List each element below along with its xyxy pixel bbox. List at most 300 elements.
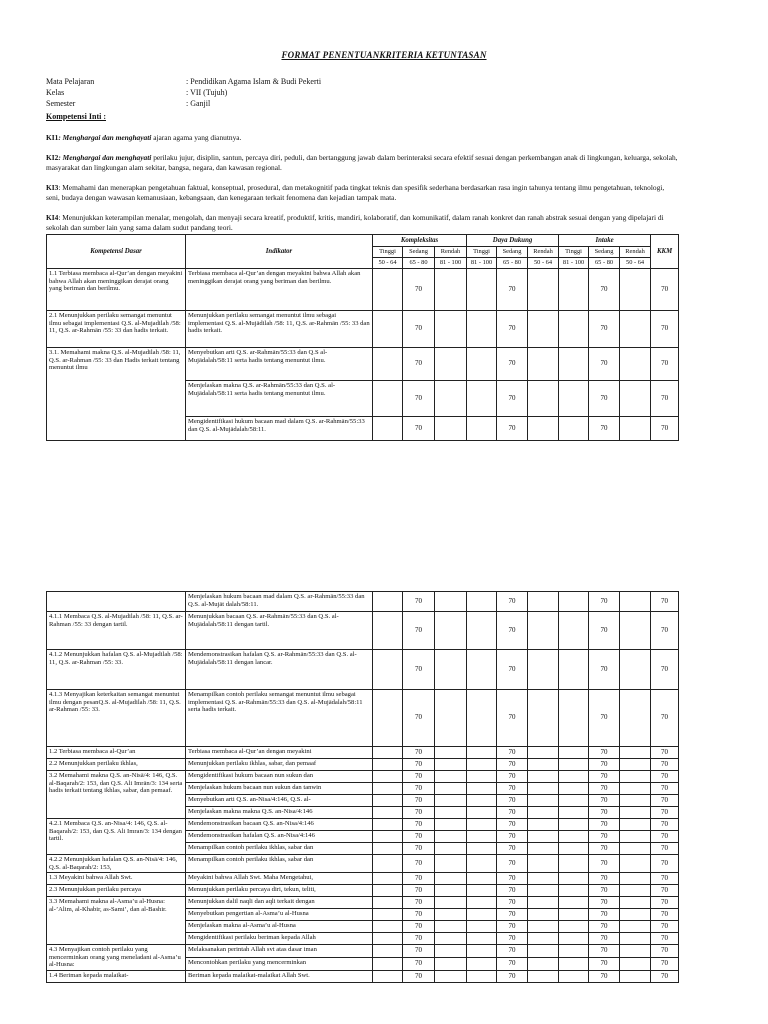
empty-score-cell	[467, 650, 497, 690]
empty-score-cell	[435, 933, 467, 945]
empty-score-cell	[467, 807, 497, 819]
empty-score-cell	[620, 417, 651, 441]
empty-score-cell	[620, 269, 651, 311]
komp-value-cell: 70	[403, 612, 435, 650]
kkm-value-cell: 70	[651, 771, 679, 783]
table-row	[47, 650, 679, 690]
empty-score-cell	[528, 759, 559, 771]
kompetensi-dasar-cell: 4.1.1 Membaca Q.S. al-Mujadilah /58: 11, Q.S. ar-Rahman /55: 33 dengan tartil.	[47, 612, 186, 650]
empty-score-cell	[467, 783, 497, 795]
empty-score-cell	[435, 873, 467, 885]
sub-header: Rendah	[435, 247, 467, 258]
kkm-value-cell: 70	[651, 897, 679, 909]
range-header: 65 - 80	[403, 258, 435, 269]
indikator-cell: Menjelaskan hukum bacaan nun sukun dan tanwin	[186, 783, 373, 795]
empty-score-cell	[528, 747, 559, 759]
empty-score-cell	[435, 970, 467, 982]
kkm-value-cell: 70	[651, 970, 679, 982]
kkm-value-cell: 70	[651, 650, 679, 690]
empty-score-cell	[528, 970, 559, 982]
empty-score-cell	[435, 348, 467, 381]
meta-value: : VII (Tujuh)	[186, 88, 228, 97]
kkm-table	[46, 234, 679, 441]
meta-label: Mata Pelajaran	[46, 77, 95, 86]
empty-score-cell	[528, 855, 559, 873]
range-header: 81 - 100	[435, 258, 467, 269]
empty-score-cell	[467, 873, 497, 885]
komp-value-cell: 70	[403, 795, 435, 807]
komp-value-cell: 70	[403, 783, 435, 795]
table-row	[47, 269, 679, 311]
indikator-cell: Mengidentifikasi hukum bacaan mad dalam Q.S. ar-Rahmān/55:33 dan Q.S. al-Mujādalah/58:11.	[186, 417, 373, 441]
empty-score-cell	[435, 945, 467, 958]
empty-score-cell	[435, 819, 467, 831]
empty-score-cell	[620, 873, 651, 885]
kkm-value-cell: 70	[651, 807, 679, 819]
indikator-cell: Menampilkan contoh perilaku semangat menuntut ilmu sebagai implementasi Q.S. ar-Rahmān/55:33 dan Q.S. al-Mujādalah/58:11 serta hadis terkait.	[186, 690, 373, 747]
sub-header: Tinggi	[467, 247, 497, 258]
kkm-value-cell: 70	[651, 885, 679, 897]
empty-score-cell	[559, 843, 589, 855]
intake-value-cell: 70	[589, 650, 620, 690]
kkm-value-cell: 70	[651, 348, 679, 381]
empty-score-cell	[528, 909, 559, 921]
indikator-cell: Mendemonstrasikan hafalan Q.S. ar-Rahmān/55:33 dan Q.S. al-Mujādalah/58:11 dengan lancar.	[186, 650, 373, 690]
table-row	[47, 747, 679, 759]
intake-value-cell: 70	[589, 348, 620, 381]
kompetensi-dasar-cell: 4.2.1 Membaca Q.S. an-Nisa/4: 146, Q.S. al-Baqarah/2: 153, dan Q.S. Ali Imran/3: 134 dengan tartil.	[47, 819, 186, 855]
kkm-value-cell: 70	[651, 747, 679, 759]
table-row	[47, 690, 679, 747]
komp-value-cell: 70	[403, 958, 435, 971]
empty-score-cell	[467, 933, 497, 945]
daya-value-cell: 70	[497, 933, 528, 945]
empty-score-cell	[435, 690, 467, 747]
empty-score-cell	[620, 795, 651, 807]
kompetensi-dasar-cell: 3.3 Memahami makna al-Asma’u al-Husna: al-’Alim, al-Khabir, as-Sami’, dan al-Bashir.	[47, 897, 186, 945]
empty-score-cell	[559, 381, 589, 417]
empty-score-cell	[559, 612, 589, 650]
empty-score-cell	[559, 958, 589, 971]
indikator-cell: Mencontohkan perilaku yang mencerminkan	[186, 958, 373, 971]
table-row	[47, 855, 679, 873]
empty-score-cell	[528, 690, 559, 747]
daya-value-cell: 70	[497, 771, 528, 783]
empty-score-cell	[373, 783, 403, 795]
daya-value-cell: 70	[497, 855, 528, 873]
empty-score-cell	[467, 855, 497, 873]
empty-score-cell	[528, 592, 559, 612]
sub-header: Sedang	[403, 247, 435, 258]
komp-value-cell: 70	[403, 311, 435, 348]
table-row	[47, 759, 679, 771]
intake-value-cell: 70	[589, 909, 620, 921]
empty-score-cell	[373, 945, 403, 958]
empty-score-cell	[467, 269, 497, 311]
intake-value-cell: 70	[589, 690, 620, 747]
empty-score-cell	[528, 945, 559, 958]
empty-score-cell	[559, 759, 589, 771]
indikator-cell: Menunjukkan perilaku percaya diri, tekun, teliti,	[186, 885, 373, 897]
kkm-value-cell: 70	[651, 795, 679, 807]
table-row	[47, 348, 679, 381]
daya-value-cell: 70	[497, 843, 528, 855]
empty-score-cell	[435, 771, 467, 783]
daya-value-cell: 70	[497, 819, 528, 831]
empty-score-cell	[559, 970, 589, 982]
empty-score-cell	[528, 819, 559, 831]
empty-score-cell	[373, 819, 403, 831]
empty-score-cell	[559, 348, 589, 381]
komp-value-cell: 70	[403, 807, 435, 819]
empty-score-cell	[467, 690, 497, 747]
empty-score-cell	[620, 921, 651, 933]
header-intake: Intake	[559, 235, 651, 247]
sub-header: Sedang	[497, 247, 528, 258]
kompetensi-dasar-cell: 1.4 Beriman kepada malaikat-	[47, 970, 186, 982]
empty-score-cell	[620, 897, 651, 909]
table-row	[47, 885, 679, 897]
empty-score-cell	[528, 831, 559, 843]
empty-score-cell	[559, 592, 589, 612]
empty-score-cell	[528, 807, 559, 819]
meta-value: : Pendidikan Agama Islam & Budi Pekerti	[186, 77, 322, 86]
empty-score-cell	[528, 348, 559, 381]
intake-value-cell: 70	[589, 381, 620, 417]
empty-score-cell	[620, 819, 651, 831]
empty-score-cell	[467, 945, 497, 958]
empty-score-cell	[559, 783, 589, 795]
empty-score-cell	[559, 897, 589, 909]
empty-score-cell	[528, 417, 559, 441]
empty-score-cell	[435, 855, 467, 873]
sub-header: Tinggi	[373, 247, 403, 258]
kkm-value-cell: 70	[651, 783, 679, 795]
kkm-value-cell: 70	[651, 843, 679, 855]
empty-score-cell	[528, 921, 559, 933]
kkm-value-cell: 70	[651, 909, 679, 921]
empty-score-cell	[373, 843, 403, 855]
empty-score-cell	[528, 885, 559, 897]
empty-score-cell	[620, 958, 651, 971]
komp-value-cell: 70	[403, 771, 435, 783]
intake-value-cell: 70	[589, 970, 620, 982]
ki-heading: Kompetensi Inti :	[46, 112, 106, 121]
empty-score-cell	[559, 855, 589, 873]
header-kompleksitas: Kompleksitas	[373, 235, 467, 247]
indikator-cell: Beriman kepada malaikat-malaikat Allah Swt.	[186, 970, 373, 982]
kkm-value-cell: 70	[651, 945, 679, 958]
indikator-cell: Terbiasa membaca al-Qur’an dengan meyakini bahwa Allah akan meninggikan derajat orang yang beriman dan berilmu.	[186, 269, 373, 311]
daya-value-cell: 70	[497, 650, 528, 690]
intake-value-cell: 70	[589, 958, 620, 971]
empty-score-cell	[373, 311, 403, 348]
empty-score-cell	[620, 690, 651, 747]
indikator-cell: Mengidentifikasi hukum bacaan nun sukun dan	[186, 771, 373, 783]
meta-label: Kelas	[46, 88, 65, 97]
header-indikator: Indikator	[186, 235, 373, 269]
empty-score-cell	[620, 311, 651, 348]
empty-score-cell	[559, 873, 589, 885]
komp-value-cell: 70	[403, 417, 435, 441]
empty-score-cell	[373, 958, 403, 971]
empty-score-cell	[467, 897, 497, 909]
komp-value-cell: 70	[403, 650, 435, 690]
komp-value-cell: 70	[403, 921, 435, 933]
kompetensi-dasar-cell: 2.3 Menunjukkan perilaku percaya	[47, 885, 186, 897]
empty-score-cell	[467, 831, 497, 843]
range-header: 65 - 80	[589, 258, 620, 269]
empty-score-cell	[559, 831, 589, 843]
daya-value-cell: 70	[497, 747, 528, 759]
kkm-value-cell: 70	[651, 855, 679, 873]
intake-value-cell: 70	[589, 831, 620, 843]
meta-value: : Ganjil	[186, 99, 211, 108]
kompetensi-dasar-cell: 1.2 Terbiasa membaca al-Qur’an	[47, 747, 186, 759]
intake-value-cell: 70	[589, 759, 620, 771]
sub-header: Tinggi	[559, 247, 589, 258]
komp-value-cell: 70	[403, 970, 435, 982]
indikator-cell: Mendemonstrasikan hafalan Q.S. an-Nisa/4:146	[186, 831, 373, 843]
kompetensi-dasar-cell: 4.2.2 Menunjukkan hafalan Q.S. an-Nisā/4: 146, Q.S. al-Baqarah/2: 153,	[47, 855, 186, 873]
intake-value-cell: 70	[589, 807, 620, 819]
empty-score-cell	[620, 650, 651, 690]
range-header: 81 - 100	[559, 258, 589, 269]
indikator-cell: Menjelaskan hukum bacaan mad dalam Q.S. ar-Rahmān/55:33 dan Q.S. al-Mujāt dalah/58:11.	[186, 592, 373, 612]
empty-score-cell	[620, 592, 651, 612]
komp-value-cell: 70	[403, 747, 435, 759]
empty-score-cell	[620, 807, 651, 819]
empty-score-cell	[528, 311, 559, 348]
kkm-value-cell: 70	[651, 417, 679, 441]
intake-value-cell: 70	[589, 269, 620, 311]
kompetensi-dasar-cell: 3.1. Memahami makna Q.S. al-Mujadilah /58: 11, Q.S. ar-Rahman /55: 33 dan Hadis terkait tentang menuntut ilmu	[47, 348, 186, 441]
empty-score-cell	[373, 592, 403, 612]
empty-score-cell	[559, 311, 589, 348]
indikator-cell: Mengidentifikasi perilaku beriman kepada Allah	[186, 933, 373, 945]
kkm-value-cell: 70	[651, 612, 679, 650]
empty-score-cell	[620, 747, 651, 759]
empty-score-cell	[373, 970, 403, 982]
komp-value-cell: 70	[403, 831, 435, 843]
empty-score-cell	[528, 873, 559, 885]
intake-value-cell: 70	[589, 311, 620, 348]
komp-value-cell: 70	[403, 269, 435, 311]
ki-2: KI2: Menghargai dan menghayati perilaku jujur, disiplin, santun, percaya diri, peduli, dan bertanggung jawab dalam berinteraksi secara efektif sesuai dengan perkembangan anak di lingkungan, keluarga, sekolah, masyarakat dan lingkungan alam sekitar, bangsa, negara, dan kawasan regional.	[46, 153, 678, 172]
table-row	[47, 612, 679, 650]
intake-value-cell: 70	[589, 855, 620, 873]
empty-score-cell	[559, 933, 589, 945]
empty-score-cell	[528, 612, 559, 650]
empty-score-cell	[373, 921, 403, 933]
empty-score-cell	[373, 933, 403, 945]
indikator-cell: Menyebutkan arti Q.S. ar-Rahmān/55:33 dan Q.S al-Mujādalah/58:11 serta hadis tentang menuntut ilmu.	[186, 348, 373, 381]
indikator-cell: Terbiasa membaca al-Qur’an dengan meyakini	[186, 747, 373, 759]
komp-value-cell: 70	[403, 819, 435, 831]
empty-score-cell	[435, 759, 467, 771]
kkm-value-cell: 70	[651, 933, 679, 945]
empty-score-cell	[435, 747, 467, 759]
empty-score-cell	[559, 807, 589, 819]
intake-value-cell: 70	[589, 592, 620, 612]
range-header: 50 - 64	[528, 258, 559, 269]
empty-score-cell	[559, 690, 589, 747]
kkm-value-cell: 70	[651, 269, 679, 311]
indikator-cell: Menjelaskan makna makna Q.S. an-Nisa/4:146	[186, 807, 373, 819]
empty-score-cell	[528, 381, 559, 417]
intake-value-cell: 70	[589, 771, 620, 783]
empty-score-cell	[528, 933, 559, 945]
empty-score-cell	[373, 612, 403, 650]
empty-score-cell	[373, 897, 403, 909]
empty-score-cell	[373, 885, 403, 897]
empty-score-cell	[373, 771, 403, 783]
empty-score-cell	[467, 970, 497, 982]
table-row	[47, 311, 679, 348]
table-row	[47, 873, 679, 885]
daya-value-cell: 70	[497, 921, 528, 933]
intake-value-cell: 70	[589, 747, 620, 759]
header-kkm: KKM	[651, 235, 679, 269]
empty-score-cell	[435, 843, 467, 855]
kompetensi-dasar-cell: 4.1.3 Menyajikan keterkaitan semangat menuntut ilmu dengan pesanQ.S. al-Mujadilah /58: 11, Q.S. ar-Rahman /55: 33.	[47, 690, 186, 747]
empty-score-cell	[373, 747, 403, 759]
empty-score-cell	[559, 650, 589, 690]
empty-score-cell	[467, 771, 497, 783]
empty-score-cell	[559, 885, 589, 897]
empty-score-cell	[467, 885, 497, 897]
ki-3: KI3: Memahami dan menerapkan pengetahuan faktual, konseptual, prosedural, dan metakognitif pada tingkat teknis dan spesifik sederhana berdasarkan rasa ingin tahunya tentang ilmu pengetahuan, teknologi, seni, budaya dengan wawasan kemanusiaan, kebangsaan, dan kenegaraan terkait fenomena dan kejadian tampak mata.	[46, 183, 665, 202]
empty-score-cell	[620, 759, 651, 771]
empty-score-cell	[528, 795, 559, 807]
komp-value-cell: 70	[403, 592, 435, 612]
range-header: 50 - 64	[620, 258, 651, 269]
empty-score-cell	[559, 945, 589, 958]
table-row	[47, 819, 679, 831]
page-title: FORMAT PENENTUANKRITERIA KETUNTASAN	[281, 50, 487, 60]
intake-value-cell: 70	[589, 885, 620, 897]
empty-score-cell	[373, 650, 403, 690]
empty-score-cell	[620, 381, 651, 417]
indikator-cell: Menampilkan contoh perilaku ikhlas, sabar dan	[186, 843, 373, 855]
empty-score-cell	[467, 417, 497, 441]
empty-score-cell	[620, 855, 651, 873]
daya-value-cell: 70	[497, 381, 528, 417]
empty-score-cell	[620, 831, 651, 843]
empty-score-cell	[467, 958, 497, 971]
kompetensi-dasar-cell: 3.2 Memahami makna Q.S. an-Nisā/4: 146, Q.S. al-Baqarah/2: 153, dan Q.S. Ali Imrān/3: 134 serta hadis terkait tentang ikhlas, sabar, dan pemaaf.	[47, 771, 186, 819]
range-header: 50 - 64	[373, 258, 403, 269]
empty-score-cell	[373, 873, 403, 885]
indikator-cell: Menjelaskan makna al-Asma’u al-Husna	[186, 921, 373, 933]
komp-value-cell: 70	[403, 897, 435, 909]
kkm-value-cell: 70	[651, 381, 679, 417]
empty-score-cell	[528, 650, 559, 690]
empty-score-cell	[467, 311, 497, 348]
empty-score-cell	[559, 795, 589, 807]
empty-score-cell	[435, 885, 467, 897]
empty-score-cell	[559, 819, 589, 831]
empty-score-cell	[373, 269, 403, 311]
kompetensi-dasar-cell: 1.3 Meyakini bahwa Allah Swt.	[47, 873, 186, 885]
empty-score-cell	[559, 747, 589, 759]
indikator-cell: Melaksanakan perintah Allah svt atas dasar iman	[186, 945, 373, 958]
table-row	[47, 897, 679, 909]
ki-1: KI1: Menghargai dan menghayati ajaran agama yang dianutnya.	[46, 133, 242, 142]
empty-score-cell	[528, 269, 559, 311]
empty-score-cell	[467, 921, 497, 933]
empty-score-cell	[620, 909, 651, 921]
komp-value-cell: 70	[403, 843, 435, 855]
daya-value-cell: 70	[497, 592, 528, 612]
empty-score-cell	[373, 348, 403, 381]
empty-score-cell	[435, 612, 467, 650]
empty-score-cell	[467, 795, 497, 807]
empty-score-cell	[620, 348, 651, 381]
kkm-value-cell: 70	[651, 873, 679, 885]
komp-value-cell: 70	[403, 759, 435, 771]
empty-score-cell	[373, 831, 403, 843]
intake-value-cell: 70	[589, 417, 620, 441]
kkm-value-cell: 70	[651, 831, 679, 843]
komp-value-cell: 70	[403, 933, 435, 945]
daya-value-cell: 70	[497, 885, 528, 897]
empty-score-cell	[373, 381, 403, 417]
komp-value-cell: 70	[403, 885, 435, 897]
empty-score-cell	[528, 958, 559, 971]
empty-score-cell	[620, 843, 651, 855]
komp-value-cell: 70	[403, 348, 435, 381]
daya-value-cell: 70	[497, 311, 528, 348]
empty-score-cell	[620, 933, 651, 945]
table-row	[47, 592, 679, 612]
indikator-cell: Menunjukkan perilaku ikhlas, sabar, dan pemaaf	[186, 759, 373, 771]
empty-score-cell	[373, 690, 403, 747]
empty-score-cell	[620, 970, 651, 982]
daya-value-cell: 70	[497, 807, 528, 819]
empty-score-cell	[435, 958, 467, 971]
empty-score-cell	[373, 759, 403, 771]
empty-score-cell	[559, 269, 589, 311]
daya-value-cell: 70	[497, 690, 528, 747]
empty-score-cell	[435, 381, 467, 417]
indikator-cell: Menyebutkan pengertian al-Asma’u al-Husna	[186, 909, 373, 921]
empty-score-cell	[435, 311, 467, 348]
intake-value-cell: 70	[589, 945, 620, 958]
daya-value-cell: 70	[497, 831, 528, 843]
komp-value-cell: 70	[403, 690, 435, 747]
daya-value-cell: 70	[497, 348, 528, 381]
empty-score-cell	[620, 783, 651, 795]
empty-score-cell	[435, 592, 467, 612]
komp-value-cell: 70	[403, 381, 435, 417]
empty-score-cell	[435, 909, 467, 921]
indikator-cell: Meyakini bahwa Allah Swt. Maha Mengetahui,	[186, 873, 373, 885]
empty-score-cell	[528, 897, 559, 909]
table-row	[47, 771, 679, 783]
empty-score-cell	[435, 807, 467, 819]
empty-score-cell	[620, 945, 651, 958]
kompetensi-dasar-cell: 2.2 Menunjukkan perilaku ikhlas,	[47, 759, 186, 771]
empty-score-cell	[373, 909, 403, 921]
empty-score-cell	[620, 612, 651, 650]
kkm-value-cell: 70	[651, 592, 679, 612]
empty-score-cell	[373, 807, 403, 819]
daya-value-cell: 70	[497, 417, 528, 441]
indikator-cell: Menjelaskan makna Q.S. ar-Rahmān/55:33 dan Q.S. al-Mujādalah/58:11 serta hadis tentang menuntut ilmu.	[186, 381, 373, 417]
intake-value-cell: 70	[589, 933, 620, 945]
kkm-value-cell: 70	[651, 759, 679, 771]
